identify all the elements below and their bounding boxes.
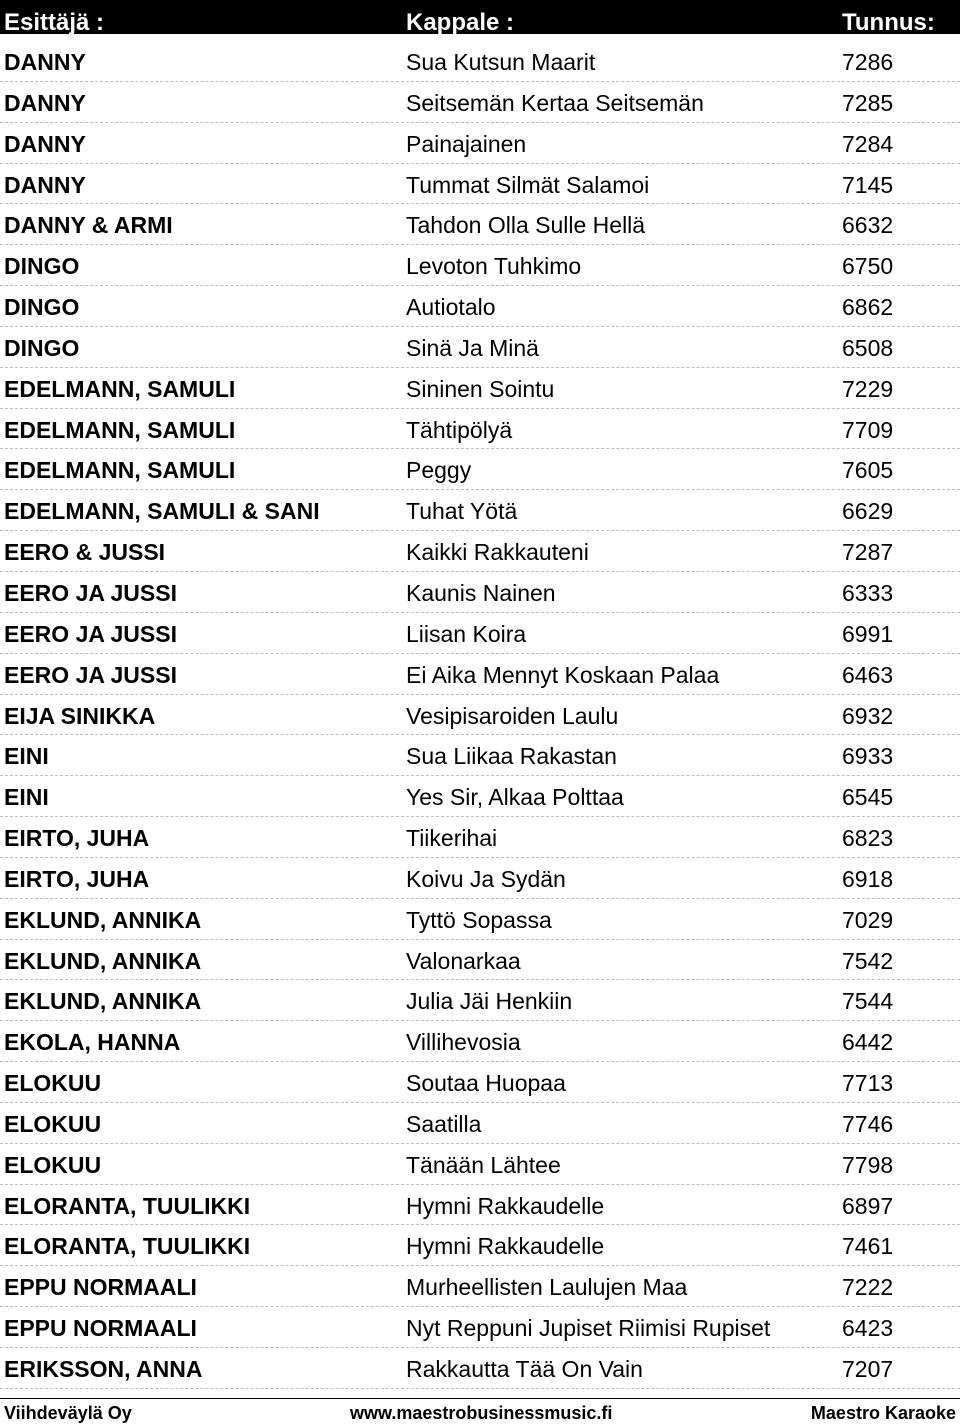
code-cell: 7145 bbox=[842, 171, 894, 198]
code-cell: 6442 bbox=[842, 1029, 894, 1056]
code-cell: 7029 bbox=[842, 906, 894, 933]
code-cell: 7605 bbox=[842, 457, 894, 484]
table-row bbox=[0, 327, 960, 368]
song-cell: Kaikki Rakkauteni bbox=[406, 539, 589, 566]
song-column-header: Kappale : bbox=[406, 9, 515, 34]
artist-cell: EIRTO, JUHA bbox=[4, 825, 150, 852]
code-cell: 6933 bbox=[842, 743, 894, 770]
song-cell: Tahdon Olla Sulle Hellä bbox=[406, 212, 646, 239]
song-cell: Villihevosia bbox=[406, 1029, 521, 1056]
artist-cell: EKLUND, ANNIKA bbox=[4, 947, 202, 974]
table-row bbox=[0, 899, 960, 940]
song-cell: Tummat Silmät Salamoi bbox=[406, 171, 650, 198]
song-cell: Peggy bbox=[406, 457, 472, 484]
code-cell: 7284 bbox=[842, 130, 894, 157]
footer-brand: Maestro Karaoke bbox=[810, 1403, 956, 1423]
table-row bbox=[0, 776, 960, 817]
table-row bbox=[0, 204, 960, 245]
artist-cell: DANNY bbox=[4, 49, 86, 75]
code-column-header: Tunnus: bbox=[842, 9, 935, 34]
code-cell: 7709 bbox=[842, 416, 894, 443]
artist-cell: EDELMANN, SAMULI bbox=[4, 457, 236, 484]
code-cell: 7713 bbox=[842, 1070, 894, 1097]
song-cell: Sininen Sointu bbox=[406, 375, 555, 402]
code-cell: 6632 bbox=[842, 212, 894, 239]
table-row bbox=[0, 490, 960, 531]
code-cell: 7544 bbox=[842, 988, 894, 1015]
artist-cell: ELOKUU bbox=[4, 1110, 102, 1137]
table-row bbox=[0, 940, 960, 981]
song-cell: Tyttö Sopassa bbox=[406, 906, 552, 933]
artist-cell: ELOKUU bbox=[4, 1151, 102, 1178]
artist-cell: EERO JA JUSSI bbox=[4, 661, 177, 688]
table-row bbox=[0, 368, 960, 409]
code-cell: 7285 bbox=[842, 89, 894, 116]
code-cell: 6862 bbox=[842, 294, 894, 321]
table-row bbox=[0, 164, 960, 205]
song-cell: Sinä Ja Minä bbox=[406, 334, 539, 361]
table-row bbox=[0, 1062, 960, 1103]
song-cell: Sua Kutsun Maarit bbox=[406, 49, 596, 75]
artist-cell: DINGO bbox=[4, 294, 80, 321]
song-cell: Sua Liikaa Rakastan bbox=[406, 743, 617, 770]
song-cell: Vesipisaroiden Laulu bbox=[406, 702, 619, 729]
song-cell: Soutaa Huopaa bbox=[406, 1070, 566, 1097]
song-cell: Tuhat Yötä bbox=[406, 498, 518, 525]
footer-company: Viihdeväylä Oy bbox=[4, 1403, 132, 1423]
song-cell: Liisan Koira bbox=[406, 620, 527, 647]
table-row bbox=[0, 858, 960, 899]
artist-cell: ERIKSSON, ANNA bbox=[4, 1356, 203, 1382]
table-row bbox=[0, 572, 960, 613]
table-row bbox=[0, 1348, 960, 1389]
song-cell: Ei Aika Mennyt Koskaan Palaa bbox=[406, 661, 720, 688]
code-cell: 7207 bbox=[842, 1356, 894, 1382]
code-cell: 6629 bbox=[842, 498, 894, 525]
footer-website: www.maestrobusinessmusic.fi bbox=[350, 1403, 613, 1423]
table-row bbox=[0, 1185, 960, 1226]
song-cell: Yes Sir, Alkaa Polttaa bbox=[406, 784, 624, 811]
artist-cell: EKLUND, ANNIKA bbox=[4, 906, 202, 933]
code-cell: 6991 bbox=[842, 620, 894, 647]
artist-cell: EERO & JUSSI bbox=[4, 539, 166, 566]
artist-cell: EKLUND, ANNIKA bbox=[4, 988, 202, 1015]
artist-cell: EERO JA JUSSI bbox=[4, 579, 177, 606]
table-row bbox=[0, 654, 960, 695]
code-cell: 7286 bbox=[842, 49, 894, 75]
table-row bbox=[0, 286, 960, 327]
table-row bbox=[0, 817, 960, 858]
table-row bbox=[0, 245, 960, 286]
table-row bbox=[0, 980, 960, 1021]
code-cell: 7542 bbox=[842, 947, 894, 974]
artist-cell: DANNY bbox=[4, 130, 86, 157]
artist-column-header: Esittäjä : bbox=[4, 9, 105, 34]
table-row bbox=[0, 695, 960, 736]
code-cell: 7461 bbox=[842, 1233, 894, 1260]
artist-cell: EIJA SINIKKA bbox=[4, 702, 156, 729]
song-cell: Hymni Rakkaudelle bbox=[406, 1233, 605, 1260]
table-row bbox=[0, 41, 960, 82]
song-cell: Levoton Tuhkimo bbox=[406, 253, 582, 280]
artist-cell: EDELMANN, SAMULI & SANI bbox=[4, 498, 320, 525]
song-cell: Saatilla bbox=[406, 1110, 482, 1137]
table-header bbox=[0, 0, 960, 34]
song-cell: Tähtipölyä bbox=[406, 416, 513, 443]
table-row bbox=[0, 531, 960, 572]
artist-cell: ELORANTA, TUULIKKI bbox=[4, 1192, 251, 1219]
song-cell: Hymni Rakkaudelle bbox=[406, 1192, 605, 1219]
code-cell: 7798 bbox=[842, 1151, 894, 1178]
table-row bbox=[0, 409, 960, 450]
table-row bbox=[0, 1307, 960, 1348]
code-cell: 6423 bbox=[842, 1315, 894, 1342]
artist-cell: EPPU NORMAALI bbox=[4, 1274, 197, 1301]
song-cell: Seitsemän Kertaa Seitsemän bbox=[406, 89, 704, 116]
page-footer bbox=[0, 1398, 960, 1424]
artist-cell: DINGO bbox=[4, 334, 80, 361]
table-row bbox=[0, 1144, 960, 1185]
table-row bbox=[0, 1266, 960, 1307]
song-cell: Tänään Lähtee bbox=[406, 1151, 561, 1178]
code-cell: 6897 bbox=[842, 1192, 894, 1219]
code-cell: 7229 bbox=[842, 375, 894, 402]
artist-cell: EINI bbox=[4, 743, 49, 770]
code-cell: 6918 bbox=[842, 865, 894, 892]
artist-cell: DINGO bbox=[4, 253, 80, 280]
artist-cell: ELORANTA, TUULIKKI bbox=[4, 1233, 251, 1260]
code-cell: 6508 bbox=[842, 334, 894, 361]
song-cell: Autiotalo bbox=[406, 294, 496, 321]
table-row bbox=[0, 123, 960, 164]
table-row bbox=[0, 613, 960, 654]
code-cell: 6463 bbox=[842, 661, 894, 688]
song-cell: Valonarkaa bbox=[406, 947, 521, 974]
table-row bbox=[0, 735, 960, 776]
song-list bbox=[0, 41, 960, 1389]
code-cell: 7222 bbox=[842, 1274, 894, 1301]
song-cell: Koivu Ja Sydän bbox=[406, 865, 566, 892]
song-cell: Painajainen bbox=[406, 130, 527, 157]
table-row bbox=[0, 1103, 960, 1144]
song-cell: Kaunis Nainen bbox=[406, 579, 556, 606]
code-cell: 7287 bbox=[842, 539, 894, 566]
table-row bbox=[0, 82, 960, 123]
table-row bbox=[0, 449, 960, 490]
code-cell: 7746 bbox=[842, 1110, 894, 1137]
artist-cell: EDELMANN, SAMULI bbox=[4, 375, 236, 402]
artist-cell: EDELMANN, SAMULI bbox=[4, 416, 236, 443]
artist-cell: ELOKUU bbox=[4, 1070, 102, 1097]
code-cell: 6333 bbox=[842, 579, 894, 606]
artist-cell: DANNY bbox=[4, 171, 86, 198]
table-row bbox=[0, 1225, 960, 1266]
song-cell: Tiikerihai bbox=[406, 825, 498, 852]
artist-cell: EINI bbox=[4, 784, 49, 811]
table-row bbox=[0, 1021, 960, 1062]
code-cell: 6545 bbox=[842, 784, 894, 811]
song-cell: Julia Jäi Henkiin bbox=[406, 988, 573, 1015]
artist-cell: EKOLA, HANNA bbox=[4, 1029, 181, 1056]
artist-cell: DANNY bbox=[4, 89, 86, 116]
code-cell: 6823 bbox=[842, 825, 894, 852]
artist-cell: DANNY & ARMI bbox=[4, 212, 173, 239]
song-cell: Rakkautta Tää On Vain bbox=[406, 1356, 643, 1382]
artist-cell: EIRTO, JUHA bbox=[4, 865, 150, 892]
artist-cell: EERO JA JUSSI bbox=[4, 620, 177, 647]
code-cell: 6750 bbox=[842, 253, 894, 280]
song-cell: Murheellisten Laulujen Maa bbox=[406, 1274, 688, 1301]
song-cell: Nyt Reppuni Jupiset Riimisi Rupiset bbox=[406, 1315, 771, 1342]
code-cell: 6932 bbox=[842, 702, 894, 729]
artist-cell: EPPU NORMAALI bbox=[4, 1315, 197, 1342]
